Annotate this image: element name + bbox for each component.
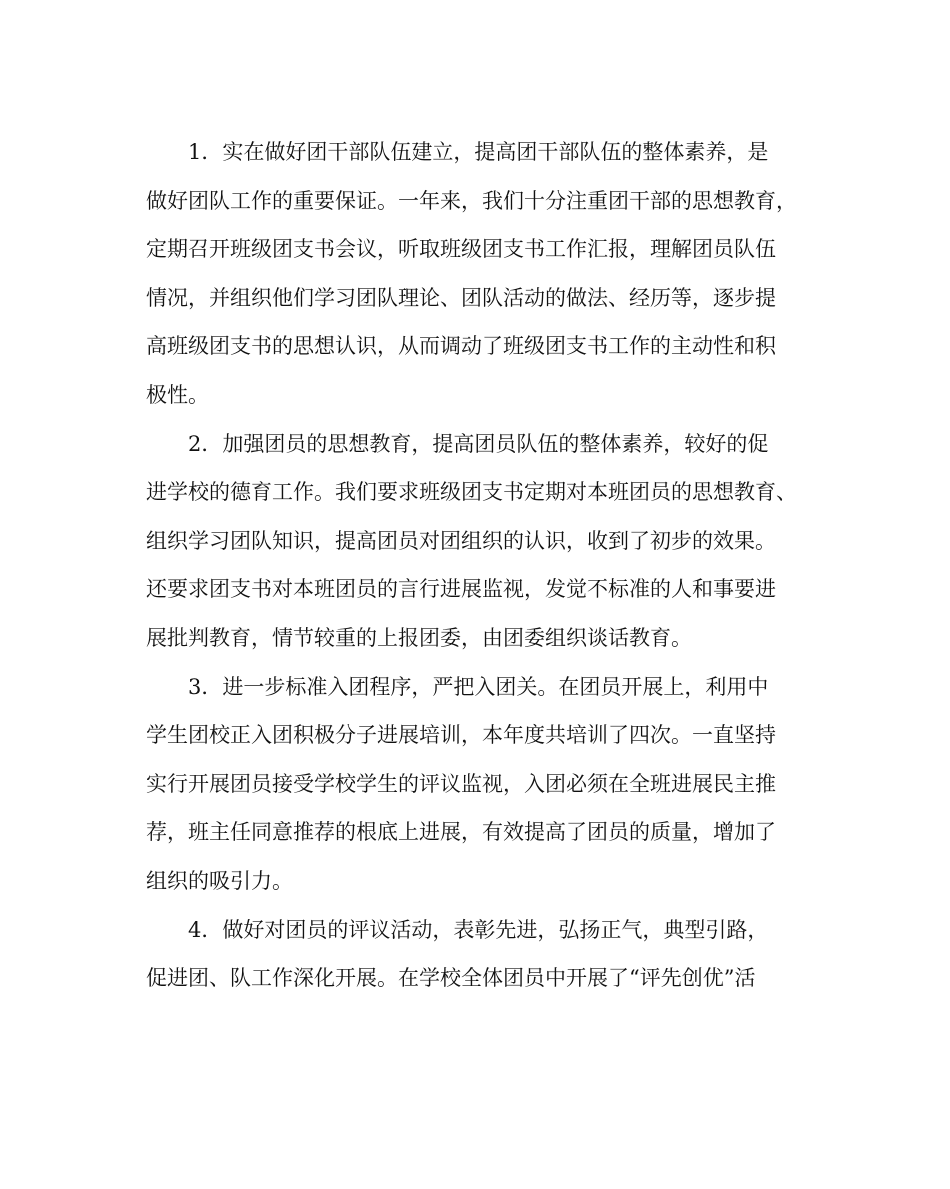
paragraph-line: 3．进一步标准入团程序，严把入团关。在团员开展上，利用中 (188, 674, 769, 699)
paragraph-line: 荐，班主任同意推荐的根底上进展，有效提高了团员的质量，增加了 (146, 820, 776, 845)
paragraph-line: 高班级团支书的思想认识，从而调动了班级团支书工作的主动性和积 (146, 334, 776, 359)
paragraph-line: 组织的吸引力。 (146, 868, 293, 893)
paragraph-line: 1．实在做好团干部队伍建立，提高团干部队伍的整体素养，是 (188, 140, 769, 164)
paragraph-line: 学生团校正入团积极分子进展培训，本年度共培训了四次。一直坚持 (146, 723, 776, 748)
paragraph-line: 情况，并组织他们学习团队理论、团队活动的做法、经历等，逐步提 (146, 285, 776, 310)
paragraph-line: 促进团、队工作深化开展。在学校全体团员中开展了“评先创优”活 (146, 966, 756, 991)
paragraph-line: 2．加强团员的思想教育，提高团员队伍的整体素养，较好的促 (188, 431, 769, 456)
paragraph-line: 进学校的德育工作。我们要求班级团支书定期对本班团员的思想教育、 (146, 480, 797, 505)
paragraph-line: 定期召开班级团支书会议，听取班级团支书工作汇报，理解团员队伍 (146, 237, 776, 262)
paragraph-1 (146, 128, 806, 420)
paragraph-line: 组织学习团队知识，提高团员对团组织的认识，收到了初步的效果。 (146, 528, 776, 553)
paragraph-line: 极性。 (146, 382, 209, 407)
paragraph-4 (146, 906, 806, 1003)
paragraph-line: 4．做好对团员的评议活动，表彰先进，弘扬正气，典型引路， (188, 917, 769, 942)
paragraph-line: 实行开展团员接受学校学生的评议监视，入团必须在全班进展民主推 (146, 771, 776, 796)
paragraph-line: 做好团队工作的重要保证。一年来，我们十分注重团干部的思想教育， (146, 188, 797, 213)
paragraph-3 (146, 663, 806, 906)
paragraph-2 (146, 420, 806, 663)
paragraph-line: 展批判教育，情节较重的上报团委，由团委组织谈话教育。 (146, 625, 692, 650)
document-body (146, 128, 806, 1003)
paragraph-line: 还要求团支书对本班团员的言行进展监视，发觉不标准的人和事要进 (146, 577, 776, 602)
